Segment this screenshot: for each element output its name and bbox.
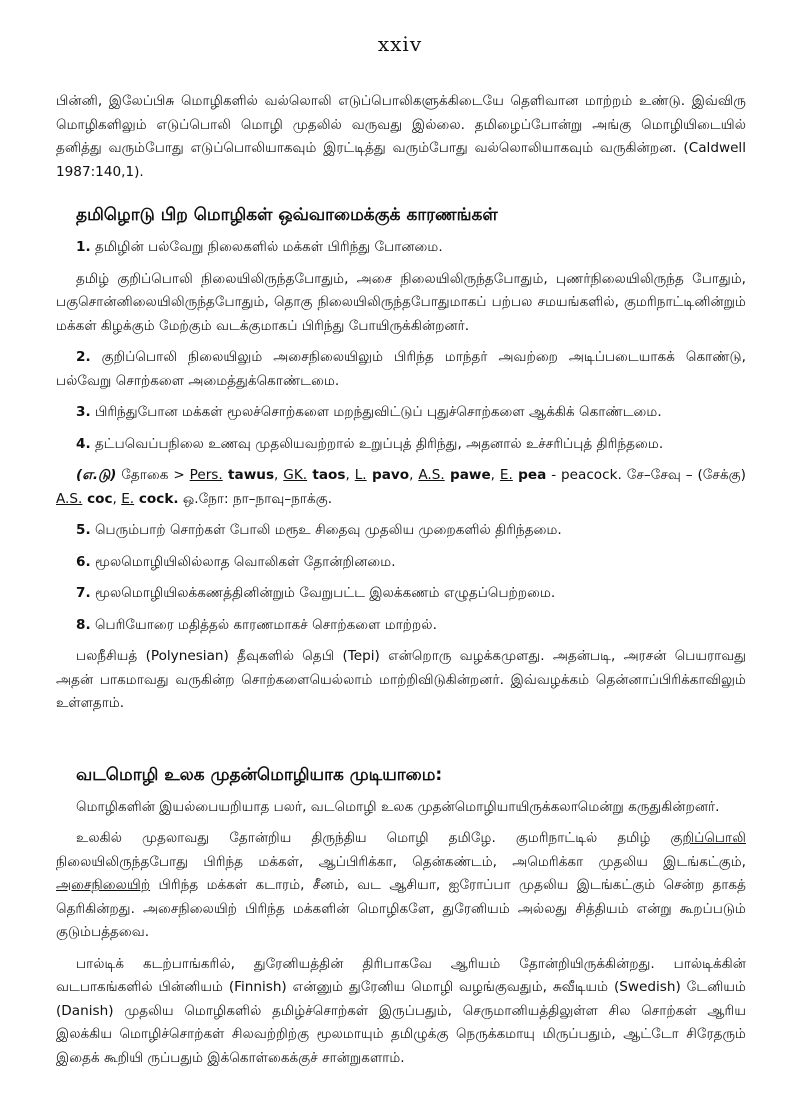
underlined-term: அசைநிலையிற் (56, 877, 151, 893)
example-word: pawe (444, 467, 491, 483)
reason-1-detail-paragraph: தமிழ் குறிப்பொலி நிலையிலிருந்தபோதும், அசை நிலையிலிருந்தபோதும், புணர்நிலையிலிருந்த போதும், பகுசொன்னிலையிலிருந்தபோதும், தொகு நிலையிலிருந்தபோதுமாகப் பற்பல சமயங்களில், குமரிநாட்டினின்றும் மக்கள் கிழக்கும் மேற்கும் வடக்குமாகப் பிரிந்து போயிருக்கின்றனர். (56, 270, 747, 334)
language-abbrev: A.S. (418, 467, 445, 483)
reason-text: மூலமொழியிலில்லாத வொலிகள் தோன்றினமை. (90, 553, 396, 570)
reason-text: பிரிந்துபோன மக்கள் மூலச்சொற்களை மறந்துவிட்டுப் புதுச்சொற்களை ஆக்கிக் கொண்டமை. (90, 404, 662, 420)
reason-number: 7. (76, 585, 91, 601)
reason-number: 6. (76, 553, 91, 570)
example-word: taos (307, 467, 346, 483)
paragraph-text: பிரிந்த மக்கள் கடாரம், சீனம், வட ஆசியா, ஐரோப்பா முதலிய இடங்கட்கும் சென்ற தாகத் தெரிகின்றது. அசைநிலையிற் பிரிந்த மக்களின் மொழிகளே, துரேனியம் அல்லது சித்தியம் என்று கூறப்படும் குடும்பத்தவை. (56, 877, 746, 940)
paragraph-text: நிலையிலிருந்தபோது பிரிந்த மக்கள், ஆப்பிரிக்கா, தென்கண்டம், அமெரிக்கா முதலிய இடங்கட்கும், (56, 853, 746, 870)
reason-item-5 (56, 519, 746, 543)
example-text: - peacock. சே–சேவு – (சேக்கு) (546, 467, 746, 483)
example-text: ஒ.நோ: நா–நாவு–நாக்கு. (178, 490, 333, 507)
section-heading-sanskrit: வடமொழி உலக முதன்மொழியாக முடியாமை: (76, 764, 443, 785)
example-text: தோகை > (116, 467, 190, 483)
reason-number: 8. (76, 616, 91, 633)
page-number: xxiv (377, 32, 423, 56)
page-body (56, 90, 746, 1078)
reason-item-7 (56, 582, 746, 606)
reason-number: 2. (76, 349, 91, 365)
separator: , (274, 467, 284, 483)
reason-item-2 (56, 346, 746, 393)
reason-number: 1. (76, 239, 91, 255)
separator: , (409, 467, 419, 483)
reason-text: பெரும்பாற் சொற்கள் போலி மரூஉ சிதைவு முதலிய முறைகளில் திரிந்தமை. (90, 522, 562, 538)
reason-number: 3. (76, 404, 91, 420)
separator: , (490, 467, 500, 483)
language-abbrev: GK. (283, 467, 308, 483)
reason-text: குறிப்பொலி நிலையிலும் அசைநிலையிலும் பிரிந்த மாந்தர் அவற்றை அடிப்படையாகக் கொண்டு, பல்வேறு சொற்களை அமைத்துக்கொண்டமை. (56, 349, 746, 389)
separator: , (345, 467, 355, 483)
reason-item-6 (56, 551, 746, 575)
reason-number: 5. (76, 522, 91, 538)
example-word: cock. (134, 490, 179, 507)
example-paragraph (56, 464, 746, 511)
language-abbrev: L. (354, 467, 367, 483)
reason-text: தட்பவெப்பநிலை உணவு முதலியவற்றால் உறுப்புத் திரிந்து, அதனால் உச்சரிப்புத் திரிந்தமை. (90, 435, 664, 452)
reason-item-1 (56, 236, 746, 260)
underlined-term: குறிப்பொலி (670, 830, 746, 846)
language-abbrev: E. (499, 467, 513, 483)
section2-paragraph-2 (56, 827, 746, 945)
section2-paragraph-1: மொழிகளின் இயல்பையறியாத பலர், வடமொழி உலக முதன்மொழியாயிருக்கலாமென்று கருதுகின்றனர். (76, 798, 720, 815)
example-word: coc (82, 490, 113, 507)
language-abbrev: Pers. (189, 467, 223, 483)
language-abbrev: A.S. (56, 490, 83, 507)
reason-text: தமிழின் பல்வேறு நிலைகளில் மக்கள் பிரிந்து போனமை. (90, 239, 443, 255)
reason-number: 4. (76, 435, 91, 452)
separator: , (112, 490, 122, 507)
reason-item-4 (56, 433, 746, 457)
example-word: pavo (366, 467, 410, 483)
paragraph-text: உலகில் முதலாவது தோன்றிய திருந்திய மொழி தமிழே. குமரிநாட்டில் தமிழ் (76, 830, 671, 846)
example-word: pea (512, 467, 547, 483)
section-heading-reasons: தமிழொடு பிற மொழிகள் ஒவ்வாமைக்குக் காரணங்கள் (76, 205, 498, 225)
reason-text: பெரியோரை மதித்தல் காரணமாகச் சொற்களை மாற்றல். (90, 616, 437, 633)
example-word: tawus (222, 467, 275, 483)
reason-item-3 (56, 401, 746, 425)
reason-text: மூலமொழியிலக்கணத்தினின்றும் வேறுபட்ட இலக்கணம் எழுதப்பெற்றமை. (90, 585, 556, 601)
reason-item-8 (56, 614, 746, 638)
intro-paragraph: பின்னி, இலேப்பிசு மொழிகளில் வல்லொலி எடுப்பொலிகளுக்கிடையே தெளிவான மாற்றம் உண்டு. இவ்விரு மொழிகளிலும் எடுப்பொலி மொழி முதலில் வருவது இல்லை. தமிழைப்போன்று அங்கு மொழியிடையில் தனித்து வரும்போது எடுப்பொலியாகவும் இரட்டித்து வரும்போது வல்லொலியாகவும் வருகின்றன. (Caldwell 1987:140,1). (56, 93, 746, 180)
polynesian-paragraph: பலநீசியத் (Polynesian) தீவுகளில் தெபி (Tepi) என்றொரு வழக்கமுளது. அதன்படி, அரசன் பெயராவது அதன் பாகமாவது வருகின்ற சொற்களையெல்லாம் மாற்றிவிடுகின்றனர். இவ்வழக்கம் தென்னாப்பிரிக்காவிலும் உள்ளதாம். (56, 648, 746, 711)
language-abbrev: E. (121, 490, 135, 507)
example-label: (எ.டு) (76, 467, 117, 483)
section2-paragraph-3: பால்டிக் கடற்பாங்கரில், துரேனியத்தின் திரிபாகவே ஆரியம் தோன்றியிருக்கின்றது. பால்டிக்கின் வடபாகங்களில் பின்னியம் (Finnish) என்னும் துரேனிய மொழி வழங்குவதும், சுவீடியம் (Swedish) டேனியம் (Danish) முதலிய மொழிகளில் தமிழ்ச்சொற்கள் இருப்பதும், செருமானியத்திலுள்ள சில சொற்கள் ஆரிய இலக்கிய மொழிச்சொற்கள் சிலவற்றிற்கு மூலமாயும் தமிழுக்கு நெருக்கமாயு மிருப்பதும், ஆட்டோ சிரேதரும் இதைக் கூறியி ருப்பதும் இக்கொள்கைக்குச் சான்றுகளாம். (56, 955, 746, 1066)
